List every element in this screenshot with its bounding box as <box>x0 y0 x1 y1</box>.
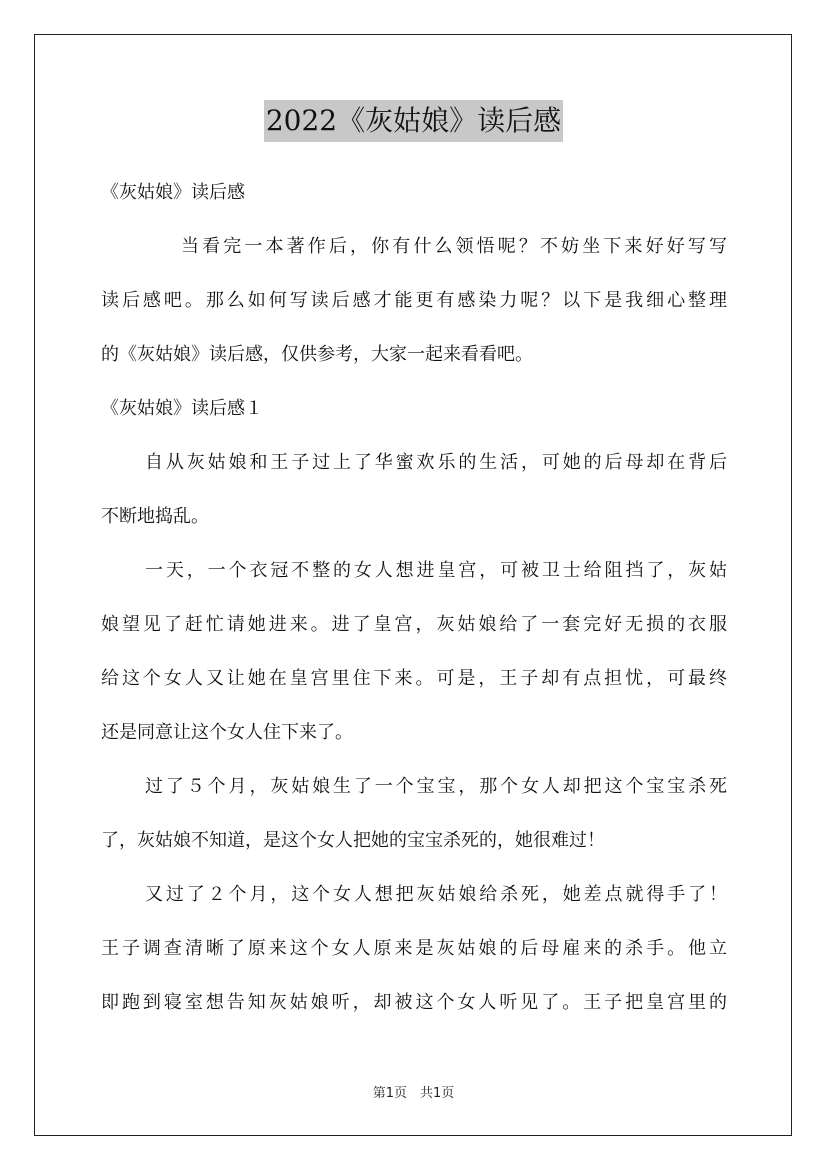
paragraph-line: 又过了２个月，这个女人想把灰姑娘给杀死，她差点就得手了！ <box>145 884 727 905</box>
document-body <box>101 172 727 1036</box>
paragraph-line: 一天，一个衣冠不整的女人想进皇宫，可被卫士给阻挡了，灰姑 <box>145 560 727 581</box>
paragraph-line: 给这个女人又让她在皇宫里住下来。可是，王子却有点担忧，可最终 <box>101 668 727 689</box>
paragraph-line: 即跑到寝室想告知灰姑娘听，却被这个女人听见了。王子把皇宫里的 <box>101 992 727 1013</box>
page-footer: 第1页 共1页 <box>372 1086 455 1101</box>
intro-line: 当看完一本著作后，你有什么领悟呢？不妨坐下来好好写写 <box>181 236 727 257</box>
intro-line: 的《灰姑娘》读后感，仅供参考，大家一起来看看吧。 <box>101 344 533 365</box>
intro-line: 读后感吧。那么如何写读后感才能更有感染力呢？以下是我细心整理 <box>101 290 727 311</box>
paragraph-line: 还是同意让这个女人住下来了。 <box>101 722 353 743</box>
paragraph-line: 过了５个月，灰姑娘生了一个宝宝，那个女人却把这个宝宝杀死 <box>145 776 727 797</box>
paragraph-line: 了，灰姑娘不知道，是这个女人把她的宝宝杀死的，她很难过！ <box>101 830 605 851</box>
paragraph-line: 王子调查清晰了原来这个女人原来是灰姑娘的后母雇来的杀手。他立 <box>101 938 727 959</box>
section-heading: 《灰姑娘》读后感１ <box>101 398 263 419</box>
subtitle: 《灰姑娘》读后感 <box>101 182 245 203</box>
paragraph-line: 不断地捣乱。 <box>101 506 209 527</box>
paragraph-line: 娘望见了赶忙请她进来。进了皇宫，灰姑娘给了一套完好无损的衣服 <box>101 614 727 635</box>
paragraph-line: 自从灰姑娘和王子过上了华蜜欢乐的生活，可她的后母却在背后 <box>145 452 727 473</box>
title-container <box>0 100 827 142</box>
document-title: 2022《灰姑娘》读后感 <box>264 100 563 142</box>
